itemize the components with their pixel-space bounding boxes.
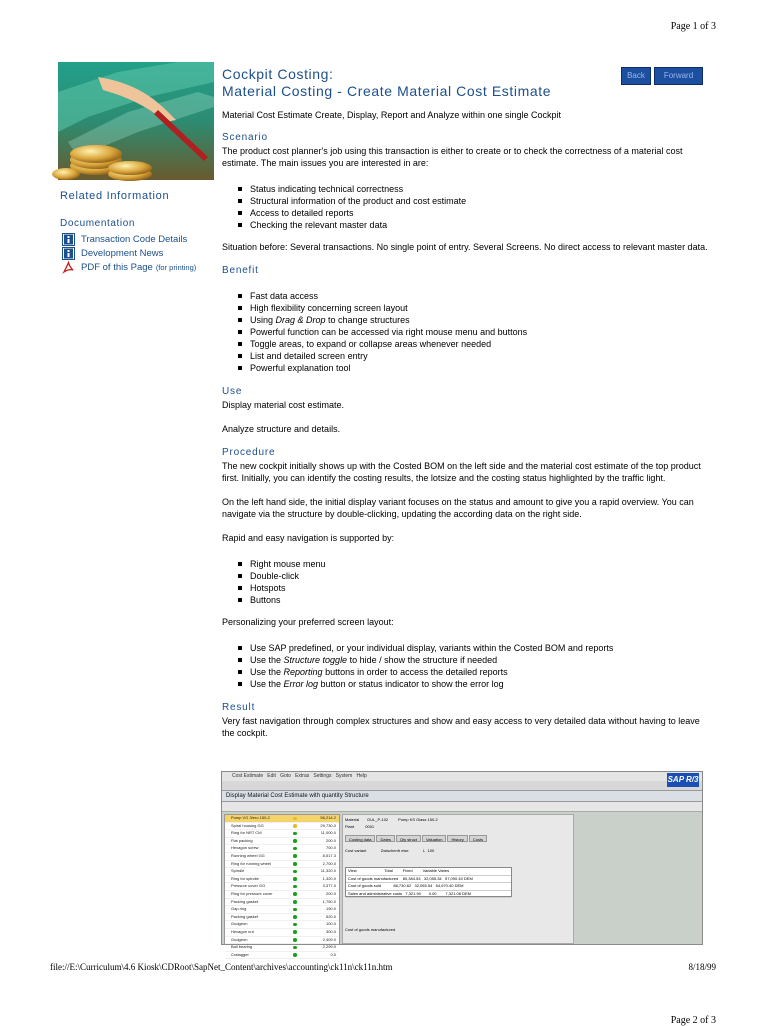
tree-row: Packing gasket 520.0 [225,914,339,922]
tab-valuation[interactable]: Valuation [422,835,446,842]
list-item: Status indicating technical correctness [238,183,712,195]
info-book-icon [62,247,75,260]
footer-date: 8/18/99 [688,962,716,972]
benefit-list [222,290,712,374]
list-item: Using Drag & Drop to change structures [238,314,712,326]
page-number-top: Page 1 of 3 [670,21,716,32]
list-item: Use the Structure toggle to hide / show the structure if needed [238,654,712,666]
sap-toolbar [222,781,702,791]
tree-row: Cratagger 0.0 [225,952,339,960]
situation-before-text: Situation before: Several transactions. No single point of entry. Several Screens. No direct access to relevant master data. [222,242,708,252]
list-item: Buttons [238,594,712,606]
development-news-link[interactable]: Development News [81,247,164,259]
table-row: Cost of goods manufactured 80,384.53 32,055.34 57,090.40 DEM [346,876,511,884]
sidebar [60,190,220,274]
list-item: Powerful function can be accessed via right mouse menu and buttons [238,326,712,338]
list-item: Use SAP predefined, or your individual display, variants within the Costed BOM and reports [238,642,712,654]
procedure-text-4: Personalizing your preferred screen layout: [222,617,394,627]
header-illustration [58,62,214,180]
benefit-heading: Benefit [222,265,259,276]
tab-dates[interactable]: Dates [376,835,394,842]
list-item: Checking the relevant master data [238,219,712,231]
cost-summary-table [345,867,512,897]
plant-field: Plant 0001 [345,824,375,829]
tree-row: Hexagon screw 700.0 [225,845,339,853]
list-item: Use the Reporting buttons in order to access the detailed reports [238,666,712,678]
sap-empty-area [576,814,698,942]
pdf-icon [62,261,75,274]
sap-screenshot [221,771,703,957]
scenario-text: The product cost planner's job using this transaction is either to create or to check the correctness of a material cost estimate. The main issues you are interested in are: [222,146,683,168]
bottom-view-field: Cost of goods manufactured [345,927,396,932]
sap-costed-bom-tree [224,814,340,957]
intro-text: Material Cost Estimate Create, Display, Report and Analyze within one single Cockpit [222,110,561,120]
list-item: Right mouse menu [238,558,712,570]
list-item: Access to detailed reports [238,207,712,219]
navigation-list [222,558,712,606]
sidebar-link-pdf[interactable] [62,260,220,274]
list-item: Powerful explanation tool [238,362,712,374]
table-row: Sales and administrative costs 7,321.90 0.00 7,321.06 DEM [346,891,511,899]
list-item: High flexibility concerning screen layout [238,302,712,314]
list-item: List and detailed screen entry [238,350,712,362]
for-printing-note: (for printing) [155,262,197,272]
tree-row: Running wheel GG 8,517.3 [225,853,339,861]
tree-row: Pressure cover GG 3,377.0 [225,883,339,891]
forward-button[interactable]: Forward [654,67,703,85]
list-item: Hotspots [238,582,712,594]
tree-row: Ring for pressure cover 200.0 [225,891,339,899]
title-line-2: Material Costing - Create Material Cost Estimate [222,83,552,99]
table-row: Cost of goods sold 86,730.62 32,055.54 54,670.40 DEM [346,883,511,891]
tree-row: Ball bearing 2,299.0 [225,944,339,952]
scenario-list [222,183,712,231]
sap-tabs [345,835,487,842]
tree-row: Ring for spindle 1,320.0 [225,876,339,884]
cost-variant-field: Cost variant Zwischenfr eise L 100 [345,848,435,853]
use-text-1: Display material cost estimate. [222,400,345,410]
sap-title: Display Material Cost Estimate with quantity Structure [222,791,702,802]
tab-costing-data[interactable]: Costing data [345,835,375,842]
page-number-bottom: Page 2 of 3 [670,1015,716,1026]
back-button[interactable]: Back [621,67,651,85]
material-field: Material GUL_P-102 Pump KS Glass 150-2 [345,817,438,822]
use-heading: Use [222,386,243,397]
sap-logo: SAP R/3 [667,773,699,787]
transaction-code-details-link[interactable]: Transaction Code Details [81,233,188,245]
tree-row: Flat packing 200.0 [225,838,339,846]
sap-menubar: Cost Estimate Edit Goto Extras Settings System Help [222,772,702,781]
sap-cost-estimate-panel [342,814,574,944]
tree-row: Spiral housing GG 29,730.0 [225,823,339,831]
tree-row: Gudgeon 2,409.0 [225,937,339,945]
tree-row: Pump VG 3/ero 150-2 56,214.2 [225,815,339,823]
footer-file-path: file://E:\Curriculum\4.6 Kiosk\CDRoot\SapNet_Content\archives\accounting\ck11n\ck11n.htm [50,962,393,972]
table-header: View Total Fixed Variable Varies [346,868,511,876]
sap-app-toolbar [222,802,702,812]
title-line-1: Cockpit Costing: [222,66,334,82]
personalizing-list [222,642,712,690]
tree-row: Hexagon nut 300.0 [225,929,339,937]
tree-row: Gudgeon 100.0 [225,921,339,929]
list-item: Fast data access [238,290,712,302]
sidebar-link-transaction-code[interactable] [62,232,220,246]
procedure-text-3: Rapid and easy navigation is supported by: [222,533,395,543]
tree-row: Ring for NRT CM 11,000.0 [225,830,339,838]
list-item: Use the Error log button or status indicator to show the error log [238,678,712,690]
procedure-text-1: The new cockpit initially shows up with the Costed BOM on the left side and the material cost estimate of the top product first. Initially, you can identify the costing results, the lotsize and the costing status highlighted by the traffic light. [222,461,701,483]
tab-history[interactable]: History [447,835,467,842]
tab-costs[interactable]: Costs [469,835,487,842]
result-text: Very fast navigation through complex structures and show and easy access to very detailed data without having to leave the cockpit. [222,716,700,738]
procedure-text-2: On the left hand side, the initial display variant focuses on the status and amount to give you a rapid overview. You can navigate via the structure by double-clicking, updating the according data on the right side. [222,497,694,519]
use-text-2: Analyze structure and details. [222,424,341,434]
result-heading: Result [222,702,256,713]
tab-qty-struct[interactable]: Qty struct [396,835,421,842]
procedure-heading: Procedure [222,447,276,458]
tree-row: Spindle 11,320.0 [225,868,339,876]
list-item: Double-click [238,570,712,582]
pdf-of-this-page-link[interactable]: PDF of this Page [81,261,153,273]
sidebar-link-development-news[interactable] [62,246,220,260]
tree-row: Gap ring 190.0 [225,906,339,914]
scenario-heading: Scenario [222,132,268,143]
page-title [222,66,712,100]
main-content [222,66,712,739]
list-item: Structural information of the product and cost estimate [238,195,712,207]
info-book-icon [62,233,75,246]
list-item: Toggle areas, to expand or collapse areas whenever needed [238,338,712,350]
tree-row: Packing gasket 1,750.0 [225,899,339,907]
documentation-heading: Documentation [60,218,136,229]
tree-row: Ring for running wheel 2,700.0 [225,861,339,869]
related-information-heading: Related Information [60,190,170,202]
